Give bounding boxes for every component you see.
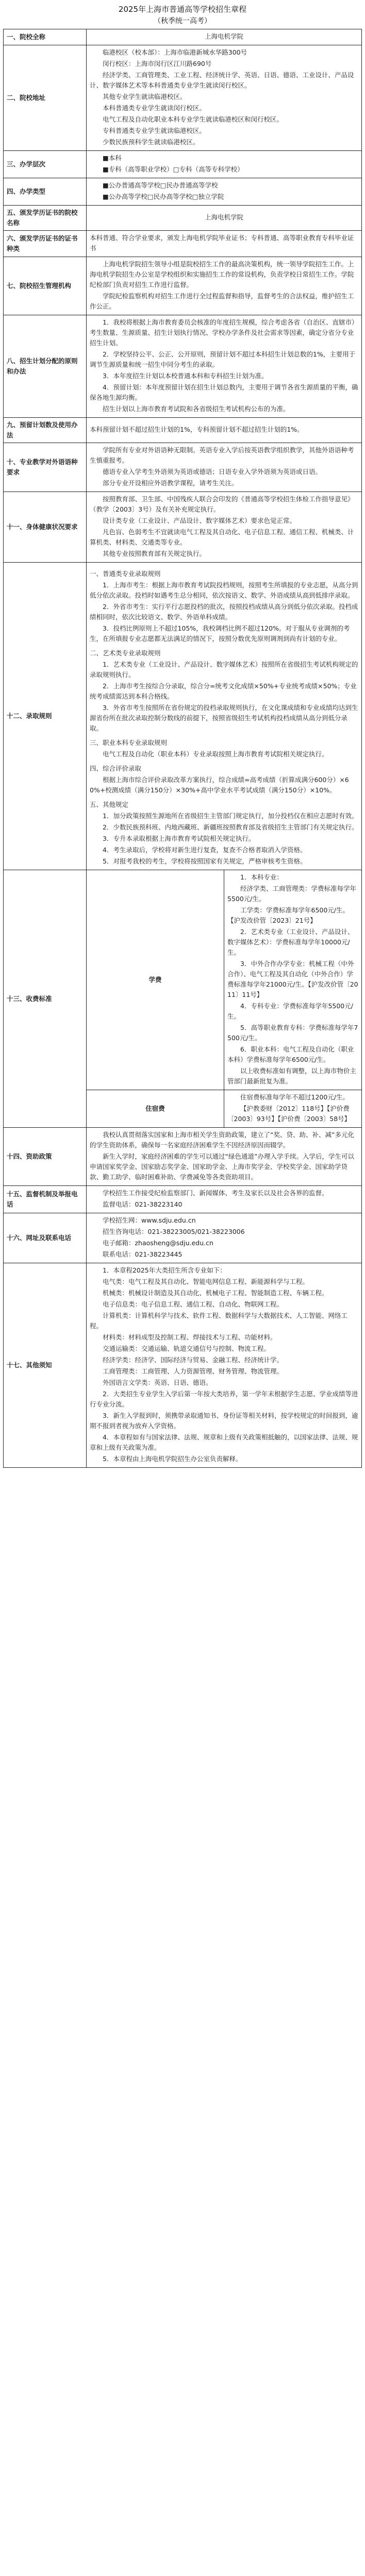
paragraph: 其他专业按照教育部有关规定执行。 <box>103 550 206 557</box>
paragraph: 经济学类、工商管理类、工业工程、经济统计学、英语、日语、德语、工业设计、产品设计、数字媒体艺术等本科普通类专业学生就读闵行校区。 <box>90 71 354 89</box>
paragraph: 3．投档比例原则上不超过105%，我校调档比例不超过120%。对于服从专业调剂的考生，在所填报专业志愿都无法满足的情况下，按照分数优先原则调剂到尚有计划的专业。 <box>90 624 350 642</box>
paragraph: 3．专升本录取根据上海市教育考试院相关规定执行。 <box>103 835 255 842</box>
section-row <box>4 870 362 1090</box>
section-content <box>87 1186 362 1213</box>
section-content <box>87 257 362 315</box>
paragraph: 招生计划以上海市教育考试院和各省级招生考试机构公布的为准。 <box>103 405 290 413</box>
paragraph: 德语专业入学考生外语须为英语或德语；日语专业入学外语须为英语或日语。 <box>103 468 322 476</box>
paragraph: 其他专业学生就读临港校区。 <box>103 93 187 100</box>
paragraph: 1．加分政策按照生源地所在省级招生主管部门规定执行，加分投档仅在相应志愿时有效。 <box>103 812 358 820</box>
paragraph: 我校认真贯彻落实国家和上海市相关学生资助政策，建立了“奖、贷、助、补、减”多元化的学生资助体系，确保每一名家庭经济困难学生不因经济原因而辍学。 <box>90 1131 354 1149</box>
paragraph: 2．大类招生专业学生入学后第一年按大类培养，第一学年末根据学生志愿、学业成绩等进行专业分流。 <box>90 1390 358 1408</box>
paragraph: 计算机类：计算机科学与技术、软件工程、数据科学与大数据技术、人工智能、网络工程。 <box>90 1312 348 1330</box>
section-value: 上海电机学院 <box>204 213 243 221</box>
paragraph: 2．外省市考生：实行平行志愿投档的批次，按照投档成绩从高分到低分依次录取。投档成绩相同时，依次比较语文、数学、外语单科成绩。 <box>90 603 358 621</box>
section-content <box>87 418 362 443</box>
paragraph: 监督电话：021-38223140 <box>103 1200 182 1208</box>
paragraph: 1．本章程2025年大类招生所含专业如下： <box>103 1266 226 1274</box>
paragraph: 闵行校区：上海市闵行区江川路690号 <box>103 60 212 67</box>
section-label: 十七、其他须知 <box>4 1263 87 1468</box>
section-label: 九、预留计划数及使用办法 <box>4 418 87 443</box>
section-label: 十二、录取规则 <box>4 563 87 870</box>
section-content <box>87 443 362 492</box>
section-label: 五、颁发学历证书的院校名称 <box>4 206 87 231</box>
paragraph: 电子信息类：电子信息工程、通信工程、自动化、物联网工程。 <box>103 1300 284 1308</box>
paragraph: 外国语言文学类：英语、日语、德语。 <box>103 1379 212 1386</box>
paragraph: 学院所有专业对外语语种无限制。英语专业入学后按英语教学组织教学，其他外语语种考生慎重报考。 <box>90 446 354 464</box>
paragraph: 4．本章程如有与国家法律、法规、规章和上级有关政策相抵触的，以国家法律、法规、规章和上级有关政策为准。 <box>90 1433 358 1451</box>
paragraph: 3．中外合作办学专业：机械工程（中外合作）、电气工程及其自动化（中外合作）学费标准每学年21000元/生。【沪发改价管〔2011〕11号】 <box>227 960 358 998</box>
subsection-heading: 四、综合评价录取 <box>90 765 142 772</box>
section-label: 三、办学层次 <box>4 151 87 178</box>
section-content <box>87 1128 362 1186</box>
paragraph: 学校招生工作接受纪检监察部门、新闻媒体、考生及家长以及社会各界的监督。 <box>103 1189 328 1197</box>
paragraph: 4．预留计划：本年度预留计划在招生计划总数内，主要用于调节各省生源质量的平衡，确保各地生源均衡。 <box>90 383 358 401</box>
paragraph: 1．本科专业： <box>240 873 283 881</box>
section-row <box>4 257 362 315</box>
paragraph: 交通运输类：交通运输、轨道交通信号与控制、物流工程。 <box>103 1345 271 1352</box>
section-content <box>87 492 362 563</box>
section-content <box>87 1263 362 1468</box>
section-row <box>4 1186 362 1213</box>
paragraph: 经济学类：经济学、国际经济与贸易、金融工程、经济统计学。 <box>103 1356 284 1364</box>
paragraph: 按照教育部、卫生部、中国残疾人联合会印发的《普通高等学校招生体检工作指导意见》（教学〔2003〕3号）及有关补充规定执行。 <box>90 495 354 513</box>
paragraph: 电气工程及自动化（职业本科）专业录取按照上海市教育考试院相关规定执行。 <box>103 750 328 758</box>
section-label: 六、颁发学历证书的证书种类 <box>4 231 87 257</box>
section-row <box>4 231 362 257</box>
document-subtitle: （秋季统一高考） <box>154 17 211 25</box>
section-row <box>4 178 362 206</box>
section-label: 一、院校全称 <box>4 29 87 45</box>
section-value: 本科普通、符合学业要求，颁发上海电机学院毕业证书；专科普通、高等职业教育专科毕业证书 <box>90 234 354 252</box>
subsection-label: 学费 <box>87 870 224 1090</box>
section-content <box>87 231 362 257</box>
section-row <box>4 443 362 492</box>
paragraph: 电气工程及自动化职业本科专业学生就读临港校区和闵行校区。 <box>103 115 284 123</box>
section-label: 二、院校地址 <box>4 45 87 151</box>
section-row <box>4 418 362 443</box>
paragraph: ■专科（高等职业学校）□专科（高等专科学校） <box>103 165 244 173</box>
section-row <box>4 492 362 563</box>
section-content <box>87 206 362 231</box>
paragraph: 5．对报考我校的考生，学校将按照国家有关规定，严格审核考生资格。 <box>103 857 307 865</box>
section-content <box>87 29 362 45</box>
section-row <box>4 151 362 178</box>
subsection-label: 住宿费 <box>87 1090 224 1128</box>
paragraph: 少数民族预科学生就读临港校区。 <box>103 138 200 146</box>
subsection-heading: 五、其他规定 <box>90 801 129 808</box>
paragraph: 新生入学时，家庭经济困难的学生可以通过“绿色通道”办理入学手续。入学后，学生可以申请国家奖学金、国家励志奖学金、国家助学金、上海市奖学金、学校奖学金、国家助学贷款、勤工助学、临时困难补助、学费减免等各类资助项目。 <box>90 1153 354 1181</box>
paragraph: 1．上海市考生：根据上海市教育考试院投档规则，按照考生所填报的专业志愿，从高分到低分依次录取。投档时如遇考生总分相同，依次按语文、数学、外语成绩从高到低排序录取。 <box>90 581 358 599</box>
paragraph: ■公办高等学校□民办高等学校□独立学院 <box>103 193 224 200</box>
section-label: 八、招生计划分配的原则和办法 <box>4 315 87 418</box>
section-content <box>87 563 362 870</box>
paragraph: ■本科 <box>103 154 122 162</box>
subsection-heading: 二、艺术类专业录取规则 <box>90 649 161 657</box>
section-content <box>87 45 362 151</box>
section-content <box>87 315 362 418</box>
paragraph: 上海电机学院招生领导小组是院校招生工作的最高决策机构，统一领导学院招生工作。上海电机学院招生办公室是学校组织和实施招生工作的常设机构，负责学校日常招生工作。学院纪检部门负责对招生工作进行监督。 <box>90 260 354 289</box>
section-label: 四、办学类型 <box>4 178 87 206</box>
section-content <box>224 870 362 1090</box>
paragraph: 学校招生网：www.sdju.edu.cn <box>103 1216 196 1224</box>
paragraph: 4．专科专业：学费标准每学年5500元/生。 <box>227 1002 353 1020</box>
document-header <box>3 0 362 27</box>
paragraph: 2．上海市考生按综合分录取，综合分=统考文化成绩×50%+专业统考成绩×50%；专业统考成绩需达到本科合格线。 <box>90 682 357 700</box>
section-row <box>4 315 362 418</box>
section-row <box>4 563 362 870</box>
section-label: 十四、资助政策 <box>4 1128 87 1186</box>
section-content <box>224 1090 362 1128</box>
paragraph: 设计类专业（工业设计、产品设计、数字媒体艺术）要求色觉正常。 <box>103 517 296 524</box>
section-label: 十三、收费标准 <box>4 870 87 1128</box>
subsection-heading: 一、普通类专业录取规则 <box>90 570 161 578</box>
paragraph: 联系电话：021-38223445 <box>103 1250 182 1258</box>
section-value: 上海电机学院 <box>204 32 243 40</box>
section-content <box>87 178 362 206</box>
paragraph: 2．学校坚持公平、公正、公开原则，预留计划不超过本科招生计划总数的1%，主要用于调节生源质量和统一招生中同分考生的录取。 <box>90 350 356 368</box>
paragraph: 电子邮箱：zhaosheng@sdju.edu.cn <box>103 1239 213 1247</box>
paragraph: 4．考生录取后，学校将对新生进行复查，复查不合格者取消入学资格。 <box>103 846 307 854</box>
paragraph: 招生咨询电话：021-38223005/021-38223006 <box>103 1228 245 1235</box>
paragraph: 2．少数民族预科班、内地西藏班、新疆班按照教育部及省级招生主管部门有关规定执行。 <box>103 823 358 831</box>
paragraph: 工学类：学费标准每学年6500元/生。【沪发改价管〔2023〕21号】 <box>227 906 350 924</box>
paragraph: 本科普通类专业学生就读闵行校区。 <box>103 104 206 112</box>
section-row <box>4 1128 362 1186</box>
paragraph: 凡色盲、色弱考生不宜就读电气工程及其自动化、电子信息工程、通信工程、机械类、计算机类、材料类、交通类等专业。 <box>90 528 354 546</box>
paragraph: 6．职业本科：电气工程及自动化（职业本科）学费标准每学年6500元/生。 <box>227 1045 354 1063</box>
section-label: 十五、监督机制及举报电话 <box>4 1186 87 1213</box>
paragraph: 专科普通类专业学生就读临港校区。 <box>103 127 206 134</box>
section-row <box>4 206 362 231</box>
section-content <box>87 1213 362 1263</box>
paragraph: 材料类：材料成型及控制工程、焊接技术与工程、功能材料。 <box>103 1333 277 1341</box>
paragraph: 2．艺术类专业（工业设计、产品设计、数字媒体艺术）：学费标准每学年10000元/生。 <box>227 928 354 956</box>
section-value: 本科预留计划不超过招生计划的1%，专科预留计划不超过招生计划的1%。 <box>90 426 304 433</box>
paragraph: 1．艺术类专业（工业设计、产品设计、数字媒体艺术）按照所在省级招生考试机构规定的录取规则执行。 <box>90 660 358 679</box>
paragraph: 3．新生入学报到时，须携带录取通知书、身份证等相关材料，按学校规定的时间报到，逾期不报到者视为放弃入学资格。 <box>90 1412 358 1430</box>
paragraph: 部分专业开设相应外语教学课程，请考生关注。 <box>103 479 238 487</box>
section-label: 七、院校招生管理机构 <box>4 257 87 315</box>
section-label: 十一、身体健康状况要求 <box>4 492 87 563</box>
document-title: 2025年上海市普通高等学校招生章程 <box>118 5 247 14</box>
paragraph: 根据上海市综合评价录取改革方案执行，综合成绩=高考成绩（折算成满分600分）×60%+校测成绩（满分150分）×30%+高中学业水平考试成绩（满分150分）×10%。 <box>90 776 349 794</box>
section-label: 十、专业教学对外语语种要求 <box>4 443 87 492</box>
paragraph: 5．高等职业教育专科：学费标准每学年7500元/生。 <box>227 1024 358 1042</box>
section-row <box>4 45 362 151</box>
paragraph: 经济学类、工商管理类：学费标准每学年5500元/生。 <box>227 885 357 903</box>
paragraph: 3．外省市考生按照所在省份规定的投档录取规则执行，在文化课成绩和专业成绩均达到生源省份所在批次录取控制分数线的前提下，按照省级招生考试机构投档成绩从高分到低分录取。 <box>90 704 358 732</box>
paragraph: 机械类：机械设计制造及其自动化、机械电子工程、智能制造工程、车辆工程。 <box>103 1289 328 1297</box>
charter-table <box>3 29 362 1468</box>
section-content <box>87 151 362 178</box>
paragraph: 3．本年度招生计划以本校普通本科和专科招生计划为准。 <box>103 372 268 380</box>
paragraph: 住宿费标准每学年不超过1200元/生。 <box>240 1093 350 1101</box>
paragraph: 临港校区（校本部）：上海市临港新城水华路300号 <box>103 48 247 56</box>
paragraph: 以上收费标准如有调整，以上海市物价主管部门最新批复为准。 <box>227 1067 357 1085</box>
section-row <box>4 1263 362 1468</box>
section-label: 十六、网址及联系电话 <box>4 1213 87 1263</box>
paragraph: 1．我校将根据上海市教育委员会核准的年度招生规模，综合考虑各省（自治区、直辖市）考生数量、生源质量、招生计划执行情况、学校办学条件及社会需求等因素，确定分省分专业招生计划。 <box>90 318 358 347</box>
paragraph: ■公办普通高等学校□民办普通高等学校 <box>103 181 218 189</box>
paragraph: 5．本章程由上海电机学院招生办公室负责解释。 <box>103 1455 242 1463</box>
section-row <box>4 1213 362 1263</box>
paragraph: 学院纪检监察机构对招生工作进行全过程监督和指导，监督考生的合法权益，维护招生工作公正。 <box>90 292 354 310</box>
paragraph: 电气类：电气工程及其自动化、智能电网信息工程、新能源科学与工程。 <box>103 1278 309 1285</box>
paragraph: 工商管理类：工商管理、人力资源管理、财务管理、物流管理。 <box>103 1367 284 1375</box>
subsection-heading: 三、职业本科专业录取规则 <box>90 739 168 747</box>
paragraph: 【沪教委财〔2012〕118号】【沪价费〔2003〕93号】【沪价费〔2003〕58号】 <box>227 1105 351 1123</box>
section-row <box>4 29 362 45</box>
